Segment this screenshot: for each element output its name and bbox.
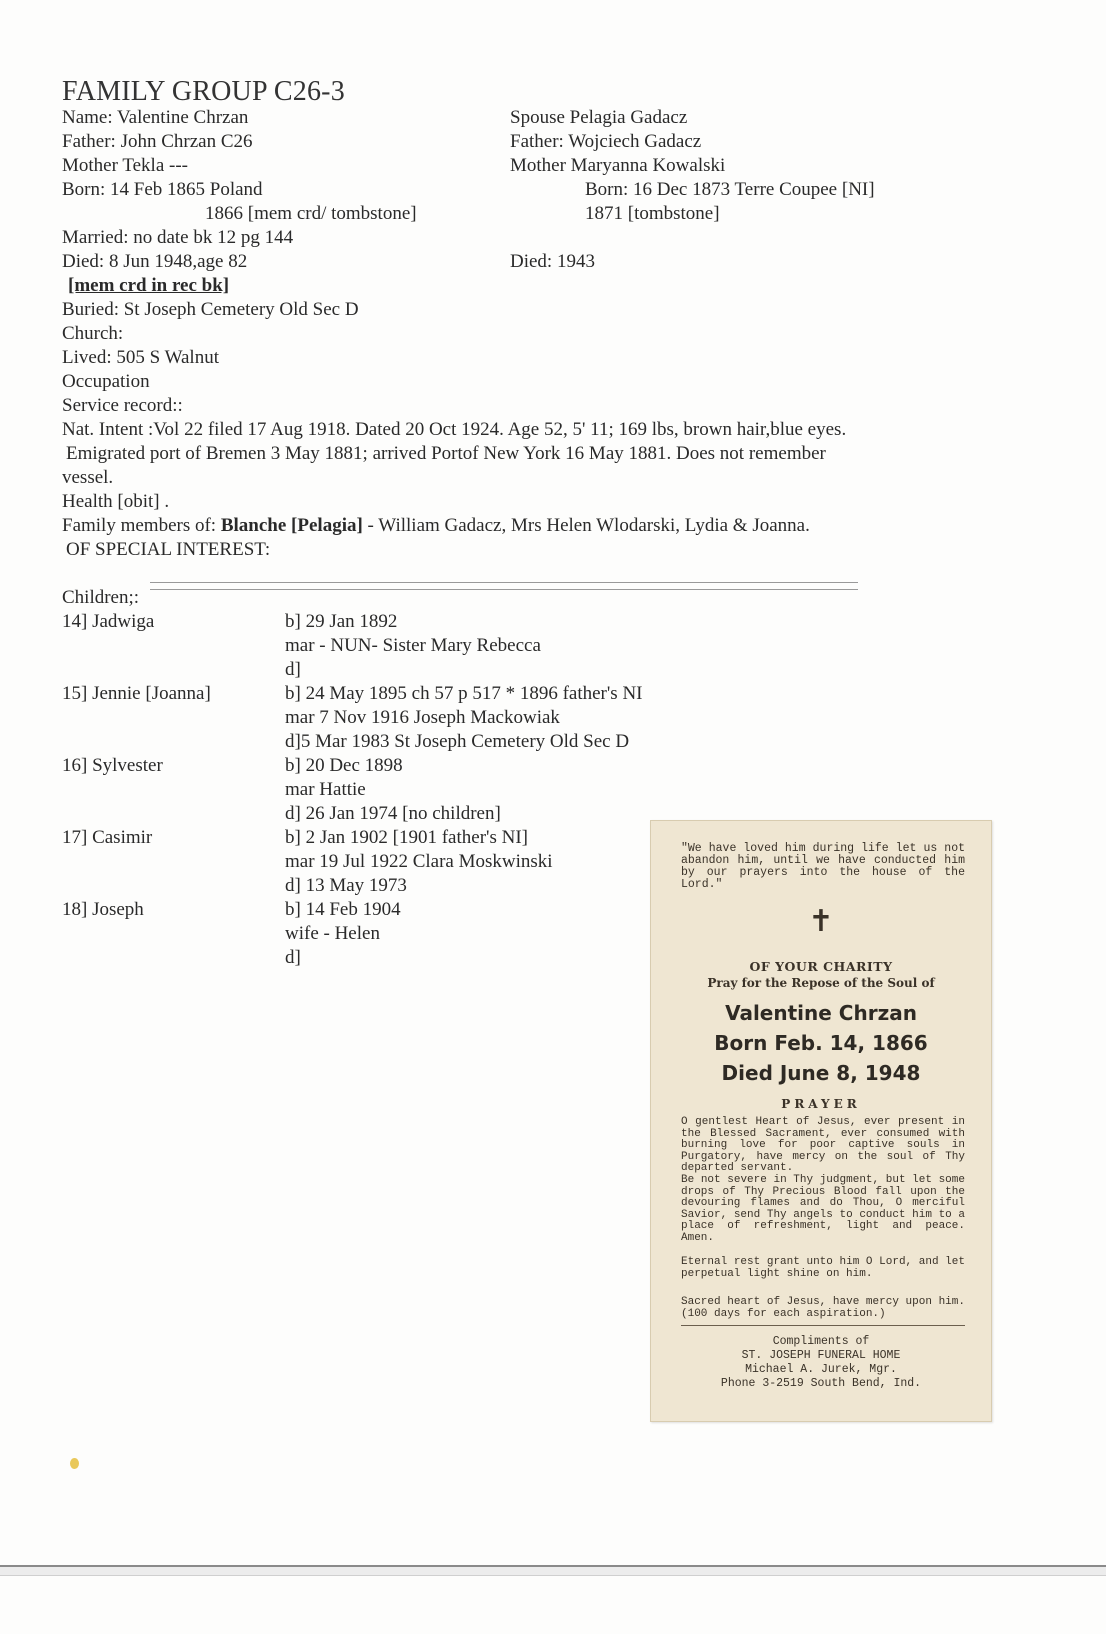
child-label: 17] Casimir xyxy=(62,827,153,848)
child-detail: b] 14 Feb 1904 xyxy=(285,899,401,920)
card-funeral-home: ST. JOSEPH FUNERAL HOME xyxy=(741,1349,901,1362)
card-compliments: Compliments of xyxy=(772,1335,870,1348)
nat-intent-line-3: vessel. xyxy=(62,467,114,488)
family-members-line xyxy=(62,514,810,538)
husband-name: Name: Valentine Chrzan xyxy=(62,107,249,128)
child-detail: mar 7 Nov 1916 Joseph Mackowiak xyxy=(285,707,560,728)
nat-intent-line-1: Nat. Intent :Vol 22 filed 17 Aug 1918. Dated 20 Oct 1924. Age 52, 5' 11; 169 lbs, brown hair,blue eyes. xyxy=(62,419,847,440)
child-detail: b] 24 May 1895 ch 57 p 517 * 1896 father's NI xyxy=(285,683,643,704)
husband-born-alt: 1866 [mem crd/ tombstone] xyxy=(205,203,417,224)
cross-icon: ✝ xyxy=(808,904,834,939)
spouse-died: Died: 1943 xyxy=(510,251,595,272)
husband-occupation: Occupation xyxy=(62,371,150,392)
husband-church: Church: xyxy=(62,323,124,344)
page-title: FAMILY GROUP C26-3 xyxy=(62,76,345,107)
card-prayer-heading: PRAYER xyxy=(781,1097,861,1111)
husband-mother: Mother Tekla --- xyxy=(62,155,188,176)
child-detail: b] 29 Jan 1892 xyxy=(285,611,398,632)
spouse-born: Born: 16 Dec 1873 Terre Coupee [NI] xyxy=(585,179,875,200)
health-note: Health [obit] . xyxy=(62,491,170,512)
husband-lived: Lived: 505 S Walnut xyxy=(62,347,219,368)
card-prayer-paragraph: Sacred heart of Jesus, have mercy upon him. (100 days for each aspiration.) xyxy=(681,1296,965,1320)
child-label: 15] Jennie [Joanna] xyxy=(62,683,211,704)
card-phone: Phone 3-2519 South Bend, Ind. xyxy=(720,1377,922,1390)
child-label: 18] Joseph xyxy=(62,899,144,920)
memorial-card xyxy=(650,820,992,1422)
card-manager: Michael A. Jurek, Mgr. xyxy=(745,1363,897,1376)
child-detail: mar - NUN- Sister Mary Rebecca xyxy=(285,635,541,656)
family-members-rest: - William Gadacz, Mrs Helen Wlodarski, Lydia & Joanna. xyxy=(362,515,810,536)
mem-card-note: [mem crd in rec bk] xyxy=(68,275,230,296)
spouse-born-alt: 1871 [tombstone] xyxy=(585,203,720,224)
child-detail: mar Hattie xyxy=(285,779,366,800)
husband-born: Born: 14 Feb 1865 Poland xyxy=(62,179,263,200)
card-prayer-paragraph: Eternal rest grant unto him O Lord, and let perpetual light shine on him. xyxy=(681,1256,965,1280)
spouse-father: Father: Wojciech Gadacz xyxy=(510,131,702,152)
husband-buried: Buried: St Joseph Cemetery Old Sec D xyxy=(62,299,359,320)
husband-service-record: Service record:: xyxy=(62,395,183,416)
family-members-prefix: Family members of: xyxy=(62,515,221,536)
page-bottom-edge xyxy=(0,1565,1106,1576)
children-heading: Children;: xyxy=(62,587,140,608)
family-members-bold: Blanche [Pelagia] xyxy=(220,515,363,536)
card-prayer-paragraph: Be not severe in Thy judgment, but let some drops of Thy Precious Blood fall upon the devouring flames and do Thou, O merciful Savior, send Thy angels to conduct him to a place of refreshment, light and peace. Amen. xyxy=(681,1174,965,1244)
card-died-date: Died June 8, 1948 xyxy=(721,1061,921,1085)
child-detail: d] xyxy=(285,659,301,680)
card-quote: "We have loved him during life let us not abandon him, until we have conducted him by our prayers into the house of the Lord." xyxy=(681,842,965,891)
child-label: 14] Jadwiga xyxy=(62,611,155,632)
child-detail: wife - Helen xyxy=(285,923,380,944)
spouse-name: Spouse Pelagia Gadacz xyxy=(510,107,688,128)
child-detail: b] 20 Dec 1898 xyxy=(285,755,403,776)
husband-father: Father: John Chrzan C26 xyxy=(62,131,253,152)
card-divider xyxy=(681,1325,965,1326)
spouse-mother: Mother Maryanna Kowalski xyxy=(510,155,726,176)
child-detail: mar 19 Jul 1922 Clara Moskwinski xyxy=(285,851,553,872)
special-interest-heading: OF SPECIAL INTEREST: xyxy=(66,539,271,560)
card-charity-heading: OF YOUR CHARITY xyxy=(749,959,893,974)
card-deceased-name: Valentine Chrzan xyxy=(725,1001,917,1025)
card-born-date: Born Feb. 14, 1866 xyxy=(714,1031,928,1055)
child-label: 16] Sylvester xyxy=(62,755,163,776)
husband-died: Died: 8 Jun 1948,age 82 xyxy=(62,251,248,272)
nat-intent-line-2: Emigrated port of Bremen 3 May 1881; arrived Portof New York 16 May 1881. Does not remember xyxy=(66,443,826,464)
card-prayer-paragraph: O gentlest Heart of Jesus, ever present in the Blessed Sacrament, ever consumed with burning love for poor captive souls in Purgatory, have mercy on the soul of Thy departed servant. xyxy=(681,1116,965,1175)
husband-married: Married: no date bk 12 pg 144 xyxy=(62,227,294,248)
child-detail: d] 13 May 1973 xyxy=(285,875,407,896)
child-detail: d] 26 Jan 1974 [no children] xyxy=(285,803,501,824)
child-detail: d] xyxy=(285,947,301,968)
paper-smudge xyxy=(70,1458,79,1469)
child-detail: d]5 Mar 1983 St Joseph Cemetery Old Sec D xyxy=(285,731,630,752)
child-detail: b] 2 Jan 1902 [1901 father's NI] xyxy=(285,827,528,848)
card-pray-line: Pray for the Repose of the Soul of xyxy=(707,976,935,990)
separator-rule xyxy=(150,582,858,590)
